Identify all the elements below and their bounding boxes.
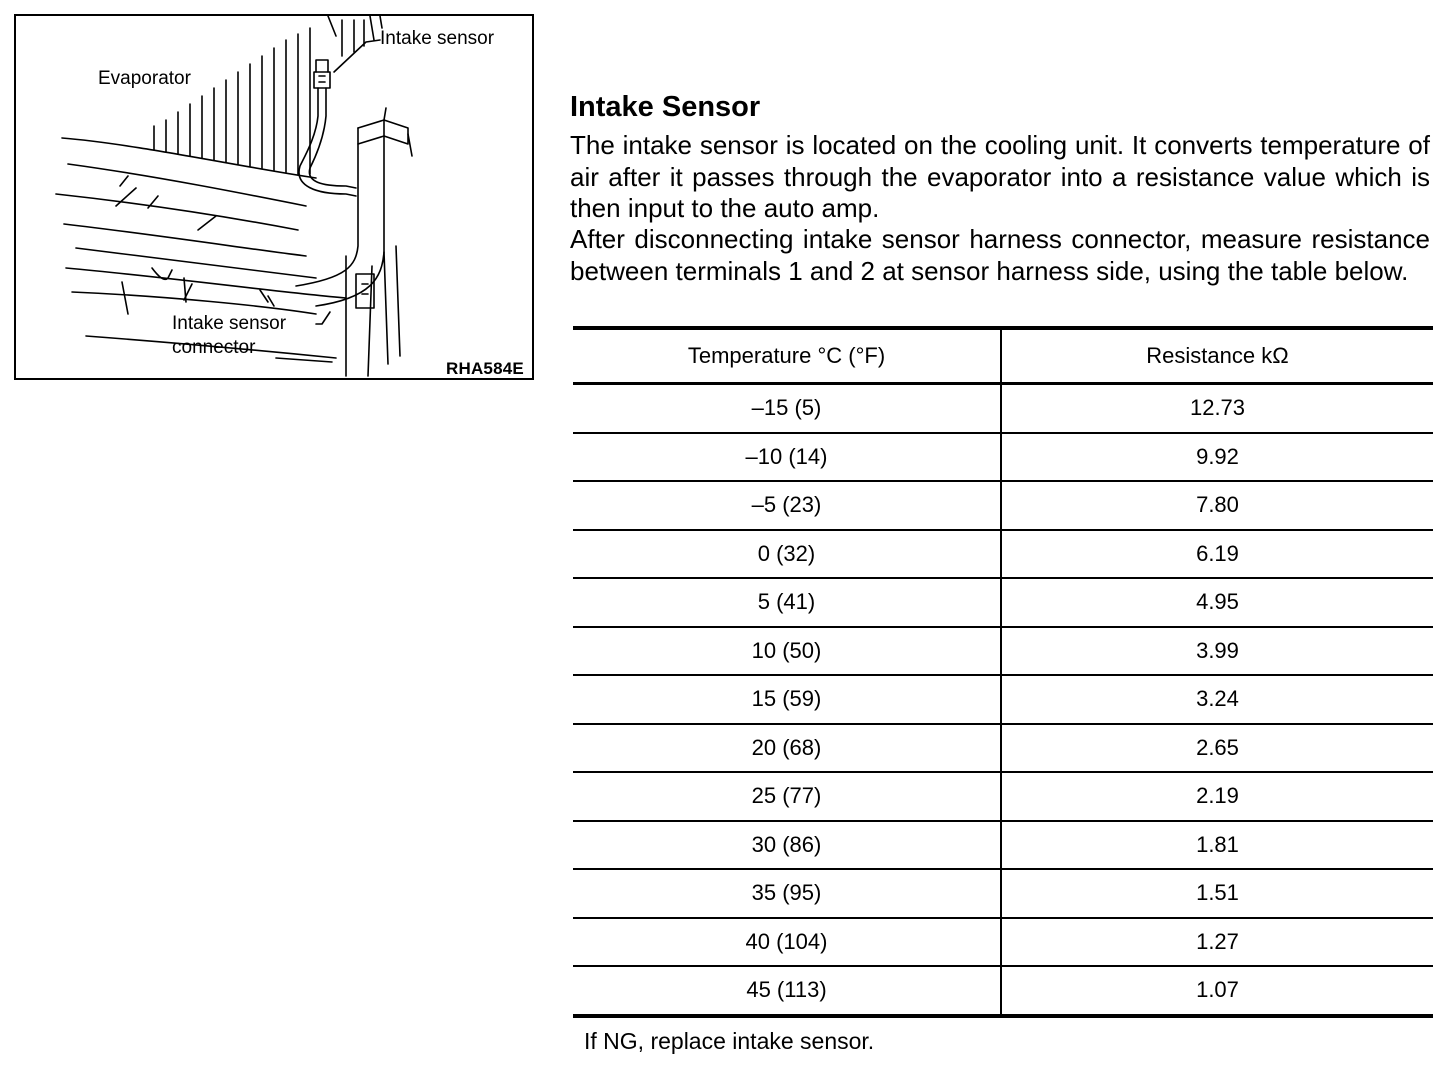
resistance-cell: 1.27 — [1001, 918, 1433, 967]
resistance-cell: 9.92 — [1001, 433, 1433, 482]
resistance-cell: 3.24 — [1001, 675, 1433, 724]
table-row — [573, 433, 1433, 482]
temperature-cell: 40 (104) — [573, 918, 1001, 967]
table-row — [573, 384, 1433, 433]
table-row — [573, 481, 1433, 530]
resistance-cell: 12.73 — [1001, 384, 1433, 433]
temperature-cell: –15 (5) — [573, 384, 1001, 433]
table-row — [573, 821, 1433, 870]
table-row — [573, 530, 1433, 579]
resistance-cell: 2.19 — [1001, 772, 1433, 821]
temperature-cell: 0 (32) — [573, 530, 1001, 579]
table-row — [573, 724, 1433, 773]
table-header-row — [573, 328, 1433, 384]
temperature-cell: 20 (68) — [573, 724, 1001, 773]
resistance-cell: 1.81 — [1001, 821, 1433, 870]
resistance-cell: 1.07 — [1001, 966, 1433, 1016]
description-paragraph: The intake sensor is located on the cooling unit. It converts temperature of air after it passes through the evaporator into a resistance value which is then input to the auto amp. — [570, 130, 1430, 223]
table-row — [573, 918, 1433, 967]
resistance-table-container — [573, 326, 1433, 1018]
resistance-cell: 7.80 — [1001, 481, 1433, 530]
evaporator-label: Evaporator — [98, 68, 191, 89]
temperature-cell: 5 (41) — [573, 578, 1001, 627]
table-row — [573, 675, 1433, 724]
temperature-cell: 45 (113) — [573, 966, 1001, 1016]
temperature-cell: 15 (59) — [573, 675, 1001, 724]
temperature-cell: 30 (86) — [573, 821, 1001, 870]
resistance-cell: 2.65 — [1001, 724, 1433, 773]
figure-code: RHA584E — [446, 359, 524, 378]
footnote: If NG, replace intake sensor. — [584, 1028, 875, 1054]
resistance-cell: 6.19 — [1001, 530, 1433, 579]
table-row — [573, 869, 1433, 918]
table-row — [573, 578, 1433, 627]
instruction-paragraph: After disconnecting intake sensor harness connector, measure resistance between terminals 1 and 2 at sensor harness side, using the table below. — [570, 224, 1430, 286]
connector-label-line2: connector — [172, 337, 256, 358]
resistance-cell: 4.95 — [1001, 578, 1433, 627]
connector-label-line1: Intake sensor — [172, 313, 287, 334]
header-temperature: Temperature °C (°F) — [573, 328, 1001, 384]
table-row — [573, 966, 1433, 1016]
table-row — [573, 772, 1433, 821]
section-title: Intake Sensor — [570, 91, 761, 123]
temperature-cell: –10 (14) — [573, 433, 1001, 482]
temperature-cell: –5 (23) — [573, 481, 1001, 530]
resistance-cell: 1.51 — [1001, 869, 1433, 918]
resistance-table — [573, 326, 1433, 1018]
table-row — [573, 627, 1433, 676]
resistance-cell: 3.99 — [1001, 627, 1433, 676]
intake-sensor-illustration — [14, 14, 534, 380]
evaporator-fins — [154, 20, 364, 174]
intake-sensor-label: Intake sensor — [380, 28, 495, 49]
temperature-cell: 25 (77) — [573, 772, 1001, 821]
header-resistance: Resistance kΩ — [1001, 328, 1433, 384]
temperature-cell: 35 (95) — [573, 869, 1001, 918]
temperature-cell: 10 (50) — [573, 627, 1001, 676]
